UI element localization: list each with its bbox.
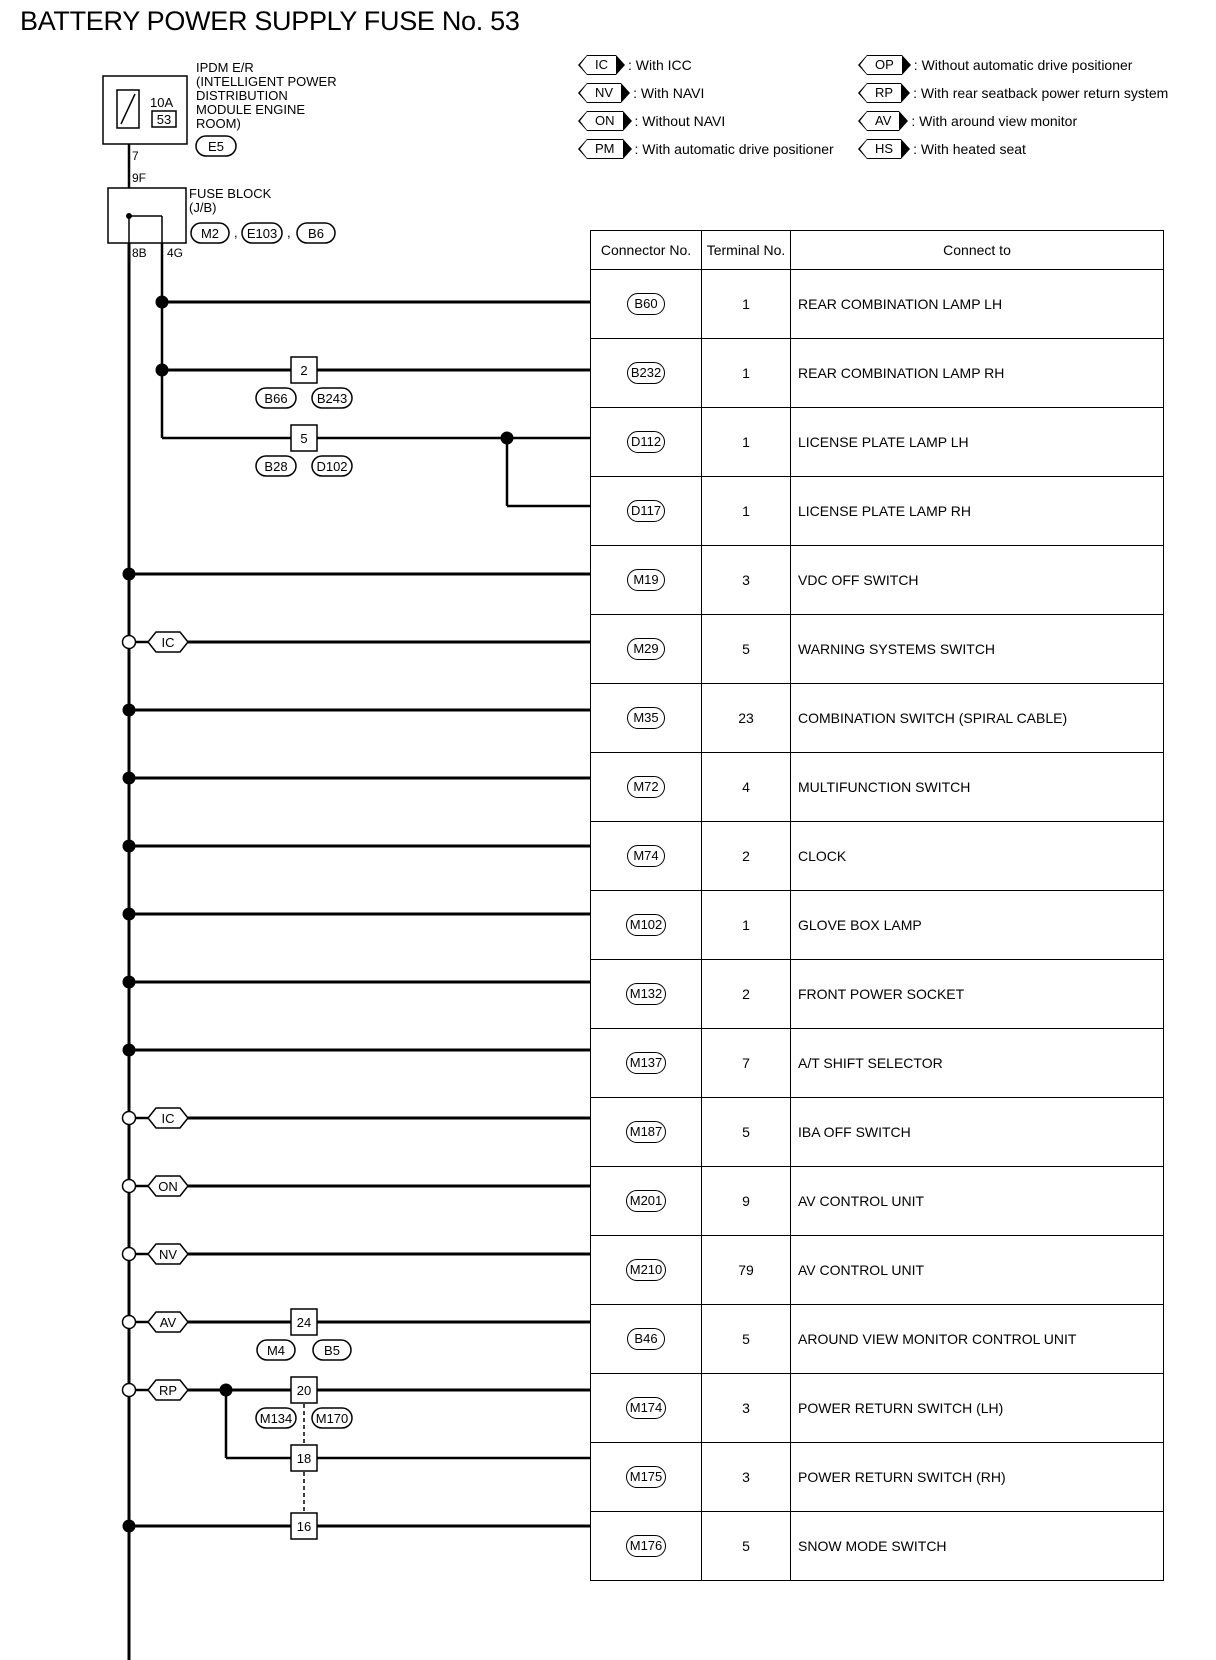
connector-number: M35: [627, 707, 665, 729]
destination-cell: AV CONTROL UNIT: [791, 1236, 1164, 1305]
option-junction: [123, 636, 136, 649]
connector-cell: [591, 1098, 702, 1167]
terminal-cell: 1: [702, 270, 791, 339]
connector-number: M72: [627, 776, 665, 798]
connector-label: B6: [308, 226, 324, 241]
legend-code-badge: [587, 139, 623, 159]
option-tag-label: ON: [158, 1179, 178, 1194]
terminal-cell: 79: [702, 1236, 791, 1305]
connector-label: M170: [315, 1411, 349, 1426]
terminal-cell: 5: [702, 1098, 791, 1167]
connector-cell: [591, 684, 702, 753]
connector-cell: [591, 1305, 702, 1374]
fuse-rating: 10A: [150, 95, 174, 110]
connector-cell: [591, 1374, 702, 1443]
legend-code: AV: [875, 113, 892, 128]
connector-label: B28: [264, 459, 288, 474]
connector-label: M134: [259, 1411, 293, 1426]
connector-label: B243: [316, 391, 348, 406]
legend-description: : Without automatic drive positioner: [913, 57, 1133, 73]
connector-number: M210: [626, 1259, 667, 1281]
connector-cell: [591, 1167, 702, 1236]
destination-cell: CLOCK: [791, 822, 1164, 891]
destination-cell: VDC OFF SWITCH: [791, 546, 1164, 615]
legend-description: : With heated seat: [913, 141, 1026, 157]
connector-number: M74: [627, 845, 665, 867]
table-row: [591, 684, 1164, 753]
fuse-block-label: (J/B): [189, 200, 217, 215]
fuse-block-output-terminal: 8B: [132, 246, 147, 260]
connector-cell: [591, 1236, 702, 1305]
table-row: [591, 1029, 1164, 1098]
separator: ,: [234, 225, 238, 240]
terminal-cell: 9: [702, 1167, 791, 1236]
option-tag-label: IC: [161, 635, 175, 650]
ipdm-label: IPDM E/R: [196, 60, 254, 75]
header-connector-no: Connector No.: [591, 231, 702, 270]
fuse-number: 53: [156, 112, 172, 127]
ipdm-label: MODULE ENGINE: [196, 102, 306, 117]
option-tag-label: RP: [158, 1383, 178, 1398]
splice-number: 24: [296, 1315, 312, 1330]
terminal-cell: 3: [702, 1443, 791, 1512]
connector-cell: [591, 822, 702, 891]
fuse-block-label: FUSE BLOCK: [189, 186, 272, 201]
header-connect-to: Connect to: [791, 231, 1164, 270]
connector-number: M201: [626, 1190, 667, 1212]
table-row: [591, 1512, 1164, 1581]
connector-cell: [591, 1029, 702, 1098]
destination-cell: POWER RETURN SWITCH (LH): [791, 1374, 1164, 1443]
terminal-cell: 1: [702, 891, 791, 960]
option-tag-label: AV: [159, 1315, 177, 1330]
header-terminal-no: Terminal No.: [702, 231, 791, 270]
connector-label: D102: [316, 459, 348, 474]
legend-code-badge: [867, 55, 902, 75]
ipdm-box: [103, 76, 187, 144]
table-header-row: [591, 231, 1164, 270]
table-row: [591, 960, 1164, 1029]
terminal-cell: 23: [702, 684, 791, 753]
legend-description: : With NAVI: [633, 85, 705, 101]
connector-number: M102: [626, 914, 667, 936]
connector-number: M176: [626, 1535, 667, 1557]
legend-item-av: [867, 110, 1077, 132]
legend-code-badge: [867, 83, 901, 103]
connector-cell: [591, 339, 702, 408]
legend-code-badge: [587, 55, 616, 75]
legend-item-on: [587, 110, 725, 132]
connector-label: M4: [266, 1343, 286, 1358]
connector-cell: [591, 546, 702, 615]
legend-item-pm: [587, 138, 834, 160]
terminal-cell: 3: [702, 546, 791, 615]
table-row: [591, 891, 1164, 960]
connector-cell: [591, 270, 702, 339]
table-row: [591, 339, 1164, 408]
connector-number: B60: [627, 293, 665, 315]
destination-cell: FRONT POWER SOCKET: [791, 960, 1164, 1029]
ipdm-label: ROOM): [196, 116, 241, 131]
connector-number: B232: [627, 362, 665, 384]
destination-cell: REAR COMBINATION LAMP RH: [791, 339, 1164, 408]
table-row: [591, 1305, 1164, 1374]
connector-table: [590, 230, 1164, 1581]
separator: ,: [287, 225, 291, 240]
terminal-cell: 7: [702, 1029, 791, 1098]
connector-number: M137: [626, 1052, 667, 1074]
connector-cell: [591, 753, 702, 822]
legend-code: RP: [875, 85, 894, 100]
connector-label: B5: [324, 1343, 340, 1358]
destination-cell: A/T SHIFT SELECTOR: [791, 1029, 1164, 1098]
table-row: [591, 1374, 1164, 1443]
connector-cell: [591, 891, 702, 960]
terminal-cell: 2: [702, 822, 791, 891]
table-row: [591, 1167, 1164, 1236]
table-row: [591, 753, 1164, 822]
destination-cell: COMBINATION SWITCH (SPIRAL CABLE): [791, 684, 1164, 753]
legend-item-op: [867, 54, 1132, 76]
connector-cell: [591, 1443, 702, 1512]
table-row: [591, 546, 1164, 615]
ipdm-label: (INTELLIGENT POWER: [196, 74, 337, 89]
terminal-cell: 4: [702, 753, 791, 822]
legend-code: PM: [595, 141, 615, 156]
destination-cell: MULTIFUNCTION SWITCH: [791, 753, 1164, 822]
destination-cell: IBA OFF SWITCH: [791, 1098, 1164, 1167]
destination-cell: AROUND VIEW MONITOR CONTROL UNIT: [791, 1305, 1164, 1374]
legend-code-badge: [867, 111, 899, 131]
legend-code-badge: [587, 111, 623, 131]
table-row: [591, 1098, 1164, 1167]
legend-code: ON: [595, 113, 615, 128]
terminal-cell: 5: [702, 615, 791, 684]
connector-number: B46: [627, 1328, 665, 1350]
table-row: [591, 408, 1164, 477]
connector-number: M132: [626, 983, 667, 1005]
connector-number: M19: [627, 569, 665, 591]
destination-cell: WARNING SYSTEMS SWITCH: [791, 615, 1164, 684]
option-junction: [123, 1112, 136, 1125]
legend-description: : With rear seatback power return system: [913, 85, 1169, 101]
legend-code: IC: [595, 57, 608, 72]
option-tag-label: NV: [158, 1247, 178, 1262]
destination-cell: AV CONTROL UNIT: [791, 1167, 1164, 1236]
table-row: [591, 1443, 1164, 1512]
legend-item-ic: [587, 54, 692, 76]
terminal-cell: 2: [702, 960, 791, 1029]
legend-description: : Without NAVI: [634, 113, 726, 129]
connector-cell: [591, 1512, 702, 1581]
option-junction: [123, 1384, 136, 1397]
terminal-cell: 1: [702, 477, 791, 546]
ipdm-label: DISTRIBUTION: [196, 88, 288, 103]
legend-item-nv: [587, 82, 704, 104]
terminal-cell: 5: [702, 1512, 791, 1581]
splice-number: 18: [296, 1451, 312, 1466]
connector-cell: [591, 615, 702, 684]
table-row: [591, 615, 1164, 684]
table-row: [591, 822, 1164, 891]
terminal-cell: 1: [702, 408, 791, 477]
table-row: [591, 270, 1164, 339]
legend-code-badge: [587, 83, 621, 103]
terminal-cell: 5: [702, 1305, 791, 1374]
connector-number: D117: [627, 500, 665, 522]
fuse-block-input-terminal: 9F: [132, 171, 147, 185]
table-row: [591, 1236, 1164, 1305]
connector-cell: [591, 477, 702, 546]
legend-item-hs: [867, 138, 1026, 160]
splice-number: 16: [296, 1519, 312, 1534]
connector-number: M187: [626, 1121, 667, 1143]
destination-cell: LICENSE PLATE LAMP LH: [791, 408, 1164, 477]
connector-label: E103: [246, 226, 278, 241]
connector-number: M174: [626, 1397, 667, 1419]
fuse-block-output-terminal: 4G: [167, 246, 184, 260]
option-junction: [123, 1180, 136, 1193]
connector-cell: [591, 408, 702, 477]
splice-number: 2: [300, 363, 308, 378]
splice-number: 5: [300, 431, 308, 446]
page-title: BATTERY POWER SUPPLY FUSE No. 53: [20, 6, 520, 36]
splice-number: 20: [296, 1383, 312, 1398]
connector-cell: [591, 960, 702, 1029]
connector-number: D112: [627, 431, 665, 453]
destination-cell: LICENSE PLATE LAMP RH: [791, 477, 1164, 546]
connector-label: E5: [208, 139, 224, 154]
legend-description: : With ICC: [628, 57, 692, 73]
destination-cell: POWER RETURN SWITCH (RH): [791, 1443, 1164, 1512]
option-junction: [123, 1316, 136, 1329]
option-tag-label: IC: [161, 1111, 175, 1126]
terminal-cell: 1: [702, 339, 791, 408]
legend-code: NV: [595, 85, 614, 100]
connector-label: M2: [200, 226, 220, 241]
connector-label: B66: [264, 391, 288, 406]
legend-code-badge: [867, 139, 901, 159]
connector-number: M175: [626, 1466, 667, 1488]
destination-cell: REAR COMBINATION LAMP LH: [791, 270, 1164, 339]
legend-description: : With automatic drive positioner: [634, 141, 834, 157]
legend-code: OP: [875, 57, 894, 72]
destination-cell: SNOW MODE SWITCH: [791, 1512, 1164, 1581]
legend-item-rp: [867, 82, 1168, 104]
table-row: [591, 477, 1164, 546]
destination-cell: GLOVE BOX LAMP: [791, 891, 1164, 960]
ipdm-terminal: 7: [132, 149, 139, 163]
legend-description: : With around view monitor: [911, 113, 1078, 129]
legend-code: HS: [875, 141, 894, 156]
option-junction: [123, 1248, 136, 1261]
connector-number: M29: [627, 638, 665, 660]
terminal-cell: 3: [702, 1374, 791, 1443]
